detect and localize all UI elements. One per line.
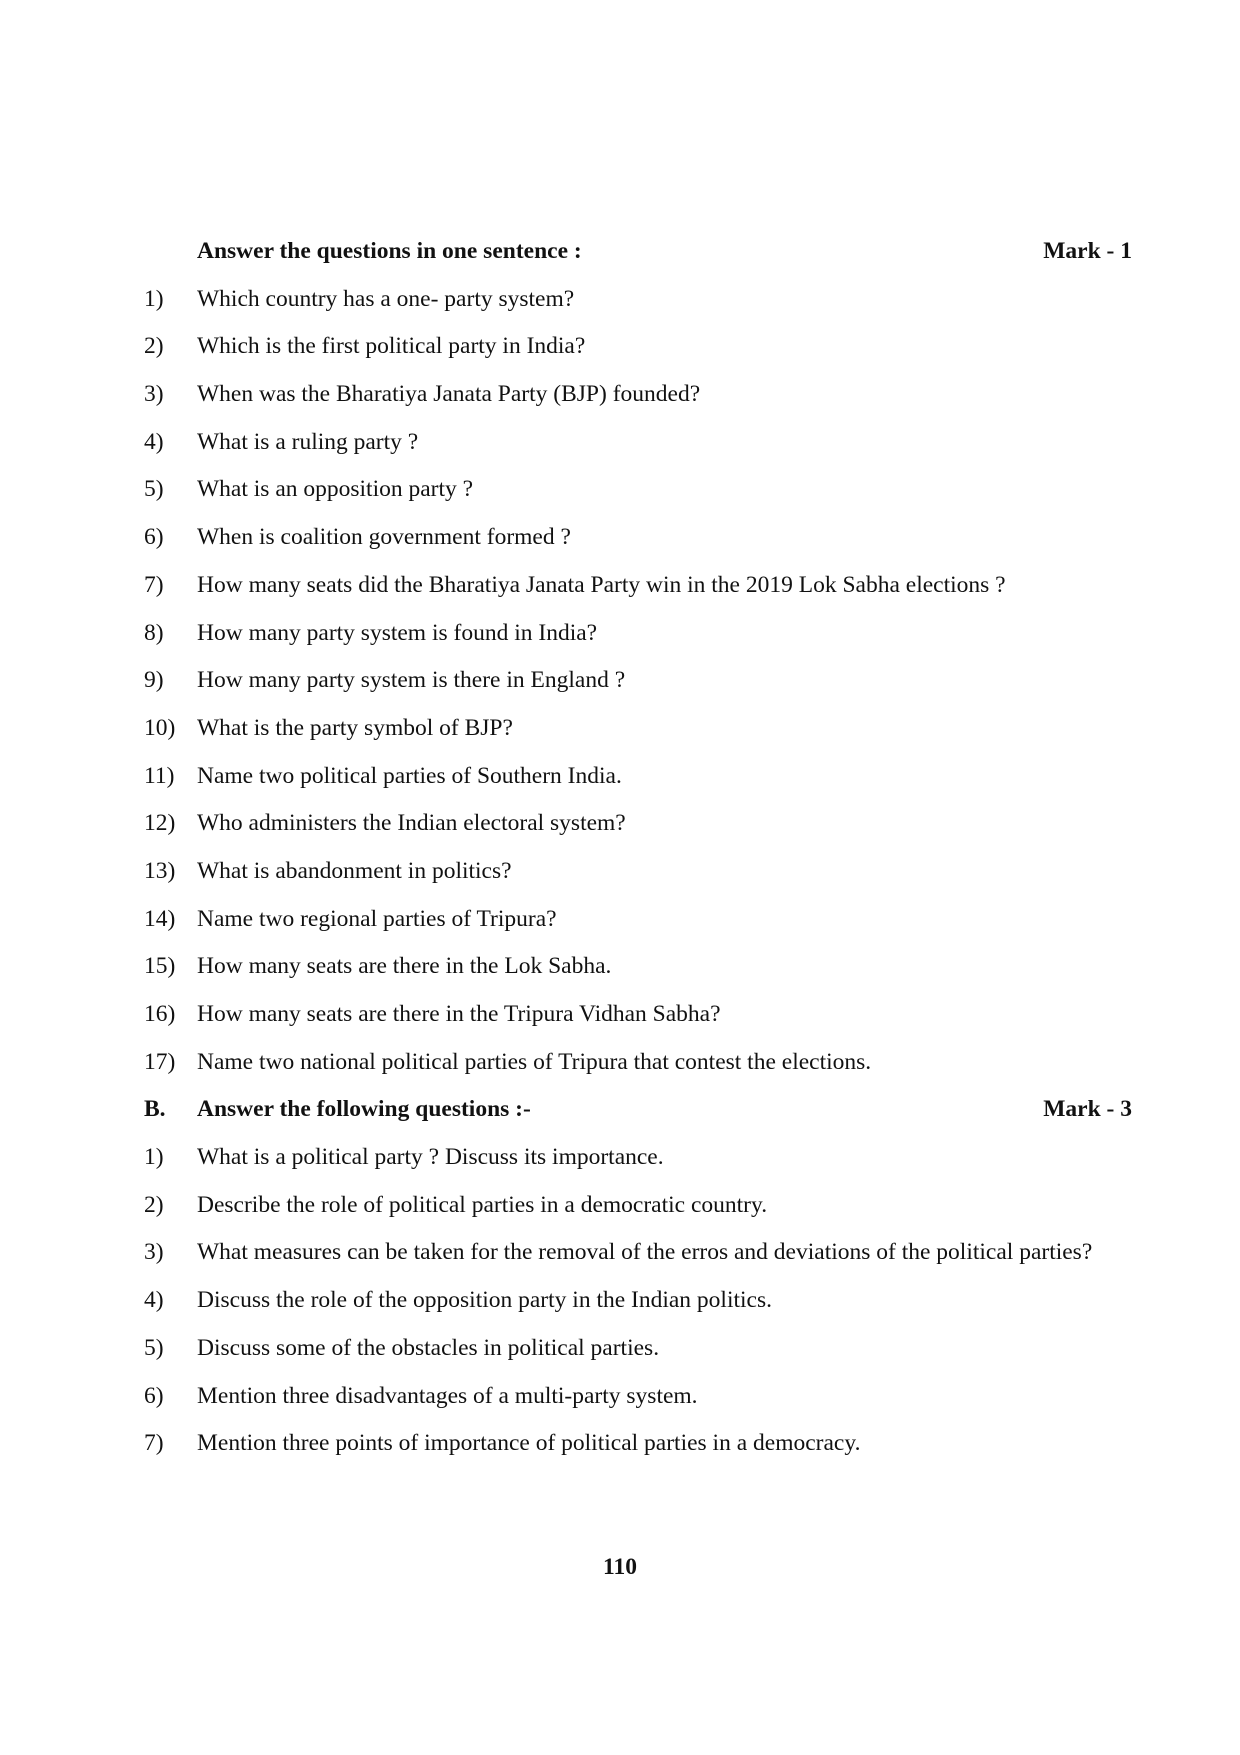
question-item (144, 1134, 1132, 1182)
section-b-header (144, 1086, 1132, 1134)
question-number: 8) (144, 619, 164, 646)
question-text: How many seats are there in the Tripura Vidhan Sabha? (197, 1001, 721, 1027)
question-text: Who administers the Indian electoral system? (197, 810, 626, 837)
question-text: What measures can be taken for the removal of the erros and deviations of the political parties? (197, 1239, 1093, 1266)
question-text: What is abandonment in politics? (197, 857, 512, 884)
question-item (144, 323, 1132, 371)
question-item (144, 991, 1132, 1039)
question-item (144, 705, 1132, 753)
question-number: 4) (144, 1287, 164, 1314)
page-number: 110 (603, 1554, 637, 1580)
section-a-mark: Mark - 1 (1043, 238, 1132, 264)
section-a-header (144, 228, 1132, 276)
question-number: 14) (144, 905, 176, 932)
section-b-label: B. (144, 1096, 166, 1123)
question-text: Name two political parties of Southern India. (197, 762, 622, 789)
question-number: 11) (144, 762, 175, 789)
question-number: 9) (144, 667, 164, 694)
question-text: How many party system is found in India? (197, 619, 598, 646)
question-item (144, 1229, 1132, 1277)
question-item (144, 419, 1132, 467)
question-number: 16) (144, 1001, 176, 1027)
question-text: When was the Bharatiya Janata Party (BJP) founded? (197, 381, 701, 408)
question-number: 4) (144, 428, 164, 455)
question-text: What is a political party ? Discuss its importance. (197, 1144, 664, 1171)
question-number: 1) (144, 285, 164, 312)
question-number: 5) (144, 1334, 164, 1361)
question-item (144, 800, 1132, 848)
question-number: 6) (144, 1382, 164, 1409)
question-item (144, 466, 1132, 514)
question-item (144, 1325, 1132, 1373)
question-text: When is coalition government formed ? (197, 524, 571, 551)
question-number: 3) (144, 1239, 164, 1266)
question-number: 7) (144, 1430, 164, 1457)
question-text: What is the party symbol of BJP? (197, 714, 513, 741)
question-text: Which country has a one- party system? (197, 285, 575, 312)
question-item (144, 896, 1132, 944)
question-text: How many party system is there in England ? (197, 667, 626, 694)
question-text: Describe the role of political parties in a democratic country. (197, 1191, 768, 1218)
question-item (144, 1182, 1132, 1230)
question-item (144, 753, 1132, 801)
question-item (144, 371, 1132, 419)
question-item (144, 610, 1132, 658)
question-item (144, 562, 1132, 610)
question-text: How many seats did the Bharatiya Janata Party win in the 2019 Lok Sabha elections ? (197, 571, 1006, 598)
question-number: 17) (144, 1048, 176, 1075)
question-number: 5) (144, 476, 164, 503)
section-b-mark: Mark - 3 (1043, 1096, 1132, 1123)
question-number: 10) (144, 714, 176, 741)
question-list (144, 228, 1132, 1468)
question-number: 12) (144, 810, 176, 837)
question-number: 3) (144, 381, 164, 408)
question-number: 1) (144, 1144, 164, 1171)
question-text: Which is the first political party in India? (197, 333, 586, 360)
question-text: What is an opposition party ? (197, 476, 474, 503)
question-text: Mention three points of importance of political parties in a democracy. (197, 1430, 861, 1457)
section-b-heading: Answer the following questions :- (197, 1096, 531, 1123)
question-text: Discuss the role of the opposition party in the Indian politics. (197, 1287, 773, 1314)
question-number: 7) (144, 571, 164, 598)
question-item (144, 943, 1132, 991)
section-a-heading: Answer the questions in one sentence : (197, 238, 582, 264)
question-item (144, 1373, 1132, 1421)
question-item (144, 1277, 1132, 1325)
question-number: 13) (144, 857, 176, 884)
question-item (144, 657, 1132, 705)
question-number: 2) (144, 1191, 164, 1218)
question-text: Mention three disadvantages of a multi-party system. (197, 1382, 698, 1409)
question-number: 6) (144, 524, 164, 551)
question-text: How many seats are there in the Lok Sabha. (197, 953, 612, 980)
question-text: What is a ruling party ? (197, 428, 419, 455)
question-text: Name two regional parties of Tripura? (197, 905, 557, 932)
question-item (144, 1039, 1132, 1087)
question-item (144, 276, 1132, 324)
question-item (144, 1420, 1132, 1468)
question-text: Name two national political parties of Tripura that contest the elections. (197, 1048, 872, 1075)
question-item (144, 848, 1132, 896)
question-number: 2) (144, 333, 164, 360)
question-number: 15) (144, 953, 176, 980)
question-item (144, 514, 1132, 562)
question-text: Discuss some of the obstacles in political parties. (197, 1334, 660, 1361)
